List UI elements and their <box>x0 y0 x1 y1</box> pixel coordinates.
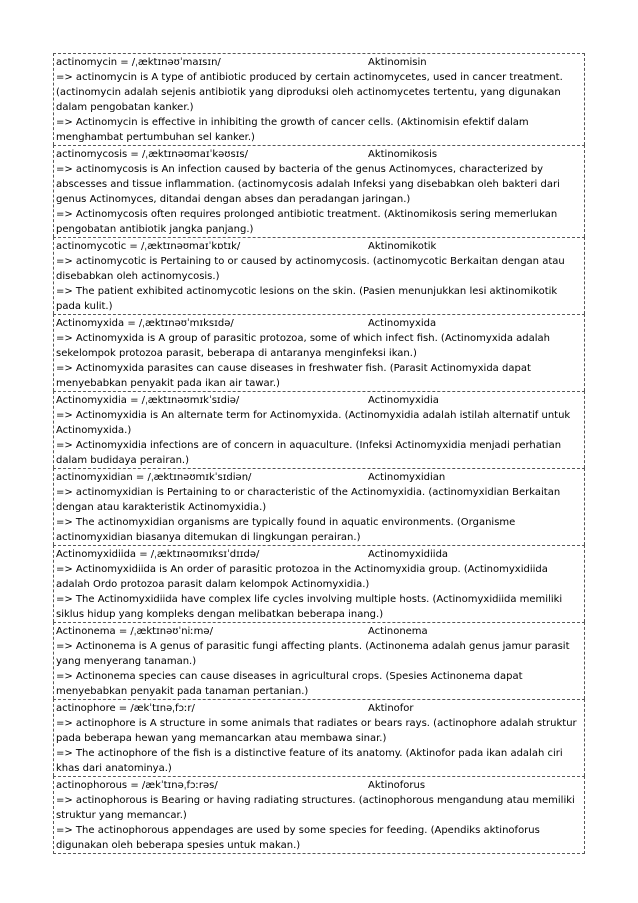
entry-translation: Aktinofor <box>368 703 414 714</box>
entry-actinomycotic <box>53 237 585 314</box>
entry-term: actinomycin = /ˌæktɪnəʊˈmaɪsɪn/ <box>56 57 221 68</box>
entry-example: => Actinomyxida parasites can cause diseases in freshwater fish. (Parasit Actinomyxida dapat menyebabkan penyakit pada ikan air tawar.) <box>56 363 531 389</box>
entry-translation: Actinomyxidia <box>368 395 439 406</box>
entry-example: => The actinomyxidian organisms are typically found in aquatic environments. (Organisme actinomyxidian biasanya ditemukan di lingkungan perairan.) <box>56 517 516 543</box>
entry-term: actinophorous = /ækˈtɪnəˌfɔːrəs/ <box>56 780 218 791</box>
entry-definition: => Actinomyxidiida is An order of parasitic protozoa in the Actinomyxidia group. (Actinomyxidiida adalah Ordo protozoa parasit dalam kelompok Actinomyxidia.) <box>56 564 548 590</box>
entry-actinomyxidia <box>53 391 585 468</box>
entry-example: => The patient exhibited actinomycotic lesions on the skin. (Pasien menunjukkan lesi aktinomikotik pada kulit.) <box>56 286 558 312</box>
entry-translation: Actinomyxidiida <box>368 549 449 560</box>
entry-example: => Actinomycosis often requires prolonged antibiotic treatment. (Aktinomikosis sering memerlukan pengobatan antibiotik jangka panjang.) <box>56 209 558 235</box>
entry-headline <box>56 470 582 485</box>
entry-actinonema <box>53 622 585 699</box>
entry-term: actinophore = /ækˈtɪnəˌfɔːr/ <box>56 703 195 714</box>
entry-definition: => actinomycotic is Pertaining to or caused by actinomycosis. (actinomycotic Berkaitan dengan atau disebabkan oleh actinomycosis.) <box>56 256 565 282</box>
entry-headline <box>56 147 582 162</box>
entry-term: Actinomyxidiida = /ˌæktɪnəʊmɪksɪˈdɪɪdə/ <box>56 549 260 560</box>
entry-term: actinomyxidian = /ˌæktɪnəʊmɪkˈsɪdiən/ <box>56 472 252 483</box>
entry-definition: => Actinonema is A genus of parasitic fungi affecting plants. (Actinonema adalah genus jamur parasit yang menyerang tanaman.) <box>56 641 570 667</box>
entry-term: Actinonema = /ˌæktɪnəʊˈniːmə/ <box>56 626 213 637</box>
entry-headline <box>56 547 582 562</box>
entry-translation: Actinomyxidian <box>368 472 446 483</box>
entry-definition: => actinophore is A structure in some animals that radiates or bears rays. (actinophore adalah struktur pada beberapa hewan yang memancarkan atau membawa sinar.) <box>56 718 577 744</box>
entry-definition: => actinomyxidian is Pertaining to or characteristic of the Actinomyxidia. (actinomyxidian Berkaitan dengan atau karakteristik Actinomyxidia.) <box>56 487 561 513</box>
entry-actinomyxidiida <box>53 545 585 622</box>
entry-example: => The Actinomyxidiida have complex life cycles involving multiple hosts. (Actinomyxidiida memiliki siklus hidup yang kompleks dengan melibatkan beberapa inang.) <box>56 594 563 620</box>
entry-definition: => Actinomyxidia is An alternate term for Actinomyxida. (Actinomyxidia adalah istilah alternatif untuk Actinomyxida.) <box>56 410 571 436</box>
entry-headline <box>56 701 582 716</box>
entry-headline <box>56 316 582 331</box>
entry-actinomyxidian <box>53 468 585 545</box>
entry-translation: Actinomyxida <box>368 318 437 329</box>
entry-translation: Aktinomikosis <box>368 149 438 160</box>
entry-headline <box>56 624 582 639</box>
entry-actinomycosis <box>53 145 585 237</box>
entry-definition: => Actinomyxida is A group of parasitic protozoa, some of which infect fish. (Actinomyxida adalah sekelompok protozoa parasit, beberapa di antaranya menginfeksi ikan.) <box>56 333 551 359</box>
dictionary-page <box>53 53 585 854</box>
entry-translation: Aktinomikotik <box>368 241 437 252</box>
entry-actinophore <box>53 699 585 776</box>
entry-definition: => actinomycosis is An infection caused by bacteria of the genus Actinomyces, characterized by abscesses and tissue inflammation. (actinomycosis adalah Infeksi yang disebabkan oleh bakteri dari genus Actinomyces, ditandai dengan abses dan peradangan jaringan.) <box>56 164 560 205</box>
entry-translation: Actinonema <box>368 626 428 637</box>
entry-actinomycin <box>53 53 585 145</box>
entry-definition: => actinomycin is A type of antibiotic produced by certain actinomycetes, used in cancer treatment. (actinomycin adalah sejenis antibiotik yang diproduksi oleh actinomycetes tertentu, yang digunakan dalam pengobatan kanker.) <box>56 72 563 113</box>
entry-term: Actinomyxida = /ˌæktɪnəʊˈmɪksɪdə/ <box>56 318 234 329</box>
entry-example: => Actinomyxidia infections are of concern in aquaculture. (Infeksi Actinomyxidia menjadi perhatian dalam budidaya perairan.) <box>56 440 562 466</box>
entry-term: actinomycotic = /ˌæktɪnəʊmaɪˈkɒtɪk/ <box>56 241 241 252</box>
entry-example: => Actinomycin is effective in inhibiting the growth of cancer cells. (Aktinomisin efektif dalam menghambat pertumbuhan sel kanker.) <box>56 117 529 143</box>
entry-actinophorous <box>53 776 585 854</box>
entry-example: => Actinonema species can cause diseases in agricultural crops. (Spesies Actinonema dapat menyebabkan penyakit pada tanaman pertanian.) <box>56 671 523 697</box>
entry-definition: => actinophorous is Bearing or having radiating structures. (actinophorous mengandung atau memiliki struktur yang memancar.) <box>56 795 575 821</box>
entry-actinomyxida <box>53 314 585 391</box>
entry-term: actinomycosis = /ˌæktɪnəʊmaɪˈkəʊsɪs/ <box>56 149 248 160</box>
entry-term: Actinomyxidia = /ˌæktɪnəʊmɪkˈsɪdiə/ <box>56 395 240 406</box>
entry-headline <box>56 393 582 408</box>
entry-example: => The actinophore of the fish is a distinctive feature of its anatomy. (Aktinofor pada ikan adalah ciri khas dari anatominya.) <box>56 748 563 774</box>
entry-headline <box>56 55 582 70</box>
entry-headline <box>56 778 582 793</box>
entry-translation: Aktinoforus <box>368 780 426 791</box>
entry-example: => The actinophorous appendages are used by some species for feeding. (Apendiks aktinoforus digunakan oleh beberapa spesies untuk makan.) <box>56 825 540 851</box>
entry-headline <box>56 239 582 254</box>
entry-translation: Aktinomisin <box>368 57 427 68</box>
